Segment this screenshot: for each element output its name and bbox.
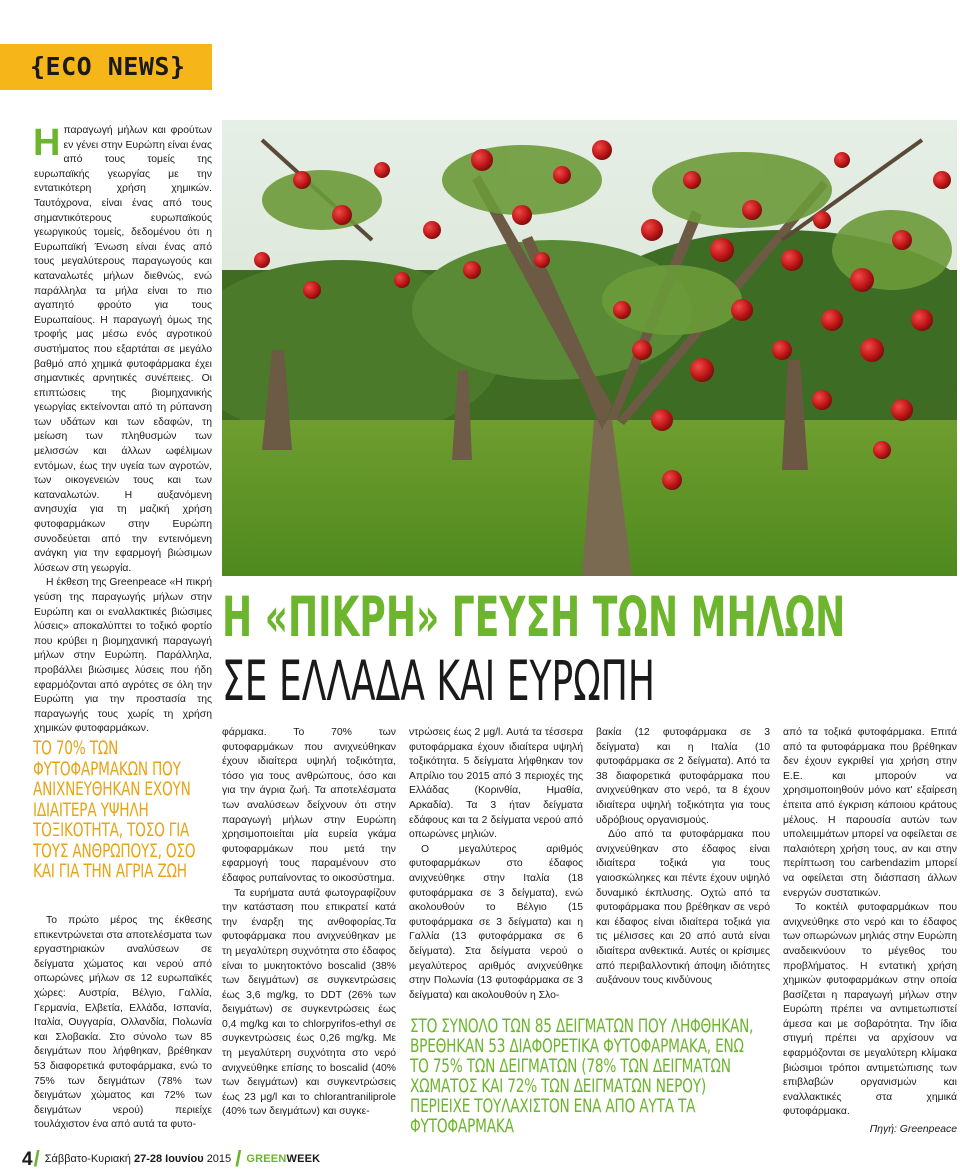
article-paragraph: Το πρώτο μέρος της έκθεσης επικεντρώνεται στα αποτελέσματα των εργαστηριακών αναλύσεων σε δείγματα χώματος και νερού από οπωρώνες μήλων σε 12 ευρωπαϊκές χώρες: Αυστρία, Βέλγιο, Γαλλία, Γερμανία, Ελβετία, Ελλάδα, Ισπανία, Ιταλία, Ουγγαρία, Ολλανδία, Πολωνία και Σλοβακία. Στο σύνολο των 85 δειγμάτων που λήφθηκαν, βρέθηκαν 53 διαφορετικά φυτοφάρμακα, ενώ το 75% των δειγμάτων (78% των δειγμάτων χώματος και 72% των δειγμάτων νερού) περιείχε τουλάχιστον ένα από αυτά τα φυτο- <box>34 915 212 1131</box>
article-column-3 <box>409 726 583 1003</box>
article-paragraph: Δύο από τα φυτοφάρμακα που ανιχνεύθηκαν στο έδαφος είναι ιδιαίτερα τοξικά για τους γαιοσκώληκες και πέντε έχουν υψηλό δυναμικό έκπλυσης. Οχτώ από τα φυτοφάρμακα που βρέθηκαν σε νερό και έδαφος είναι ιδιαίτερα τοξικά για τις μέλισσες και 20 από αυτά είναι ιδιαίτερα ανθεκτικά. Αυτές οι κρίσιμες από περιβαλλοντική άποψη ιδιότητες αυξάνουν τους κινδύνους <box>596 829 770 987</box>
apple-orchard-photo <box>222 120 957 576</box>
article-column-1 <box>34 124 212 737</box>
footer-date: 27-28 Ιουνίου <box>133 1153 204 1165</box>
footer-date-prefix: Σάββατο-Κυριακή <box>44 1153 131 1165</box>
article-paragraph-text: παραγωγή μήλων και φρούτων εν γένει στην Ευρώπη είναι ένας από τους τομείς της ευρωπαϊκής γεωργίας με την εντατικότερη χρήση χημικών. Ταυτόχρονα, είναι ένας από τους σημαντικότερους ευρωπαϊκούς γεωργικούς τομείς, δεδομένου ότι η Ευρωπαϊκή Ένωση είναι ένας από τους μεγαλύτερους παραγωγούς και καταναλωτές μήλων διεθνώς, ενώ παράλληλα τα μήλα είναι το πιο αγαπητό φρούτο για τους Ευρωπαίους. Η παραγωγή όμως της τροφής μας μέσω ενός αγροτικού συστήματος που εξαρτάται σε μεγάλο βαθμό από χημικά φυτοφάρμακα έχει σημαντικές αρνητικές συνέπειες. Οι επιπτώσεις της βιομηχανικής γεωργίας εκτείνονται από τη ρύπανση των υδάτων και των εδαφών, τη μείωση των πληθυσμών των μελισσών και άλλων ωφέλιμων εντόμων, έως την υγεία των αγροτών, των οικογενειών τους και των καταναλωτών. Η αυξανόμενη ανησυχία για τη μαζική χρήση φυτοφαρμάκων στην Ευρώπη συνοδεύεται από την εντεινόμενη ανάγκη για την εφαρμογή βιώσιμων λύσεων στη γεωργία. <box>34 125 212 574</box>
article-paragraph: βακία (12 φυτοφάρμακα σε 3 δείγματα) και η Ιταλία (10 φυτοφάρμακα σε 2 δείγματα). Από τα 38 διαφορετικά φυτοφάρμακα που ανιχνεύθηκαν στο νερό, τα 8 έχουν ιδιαίτερα υψηλή τοξικότητα για τους υδρόβιους οργανισμούς. <box>596 727 770 826</box>
article-column-2 <box>222 726 396 1120</box>
article-paragraph: από τα τοξικά φυτοφάρμακα. Επιτά από τα φυτοφάρμακα που βρέθηκαν δεν έχουν εγκριθεί για χρήση στην Ε.Ε. και μπορούν να χρησιμοποιηθούν μόνο κατ' εξαίρεση έπειτα από έγκριση κάποιου κράτους μέλους. Η παρουσία αυτών των υπολειμμάτων μπορεί να οφείλεται σε παλαιότερη χρήση τους, αν και στην περίπτωση του carbendazim μπορεί να οφείλεται στη διάσπαση άλλων ενεργών συστατικών. <box>783 727 957 899</box>
article-column-4 <box>596 726 770 989</box>
article-column-1-continued <box>34 914 212 1133</box>
footer-brand <box>246 1153 320 1165</box>
headline-line-1: Η «ΠΙΚΡΗ» ΓΕΥΣΗ ΤΩΝ ΜΗΛΩΝ <box>222 585 846 649</box>
article-paragraph: Η έκθεση της Greenpeace «Η πικρή γεύση της παραγωγής μήλων στην Ευρώπη και οι εναλλακτικές βιώσιμες λύσεις» αποκαλύπτει το τοξικό φορτίο που κρύβει η βιομηχανική παραγωγή μήλων στην Ευρώπη. Παράλληλα, προβάλλει βιώσιμες λύσεις που ήδη εφαρμόζονται από αγρότες σε όλη την Ευρώπη για την προστασία της παραγωγής τους χωρίς τη χρήση χημικών φυτοφαρμάκων. <box>34 577 212 735</box>
section-tag: {ECO NEWS} <box>0 44 212 90</box>
article-column-5 <box>783 726 957 1138</box>
page-footer <box>22 1148 320 1170</box>
pull-quote-middle: ΣΤΟ ΣΥΝΟΛΟ ΤΩΝ 85 ΔΕΙΓΜΑΤΩΝ ΠΟΥ ΛΗΦΘΗΚΑΝ, ΒΡΕΘΗΚΑΝ 53 ΔΙΑΦΟΡΕΤΙΚΑ ΦΥΤΟΦΑΡΜΑΚΑ, ΕΝΩ ΤΟ 75% ΤΩΝ ΔΕΙΓΜΑΤΩΝ (78% ΤΩΝ ΔΕΙΓΜΑΤΩΝ ΧΩΜΑΤΟΣ ΚΑΙ 72% ΤΩΝ ΔΕΙΓΜΑΤΩΝ ΝΕΡΟΥ) ΠΕΡΙΕΙΧΕ ΤΟΥΛΑΧΙΣΤΟΝ ΕΝΑ ΑΠΟ ΑΥΤΑ ΤΑ ΦΥΤΟΦΑΡΜΑΚΑ <box>410 1015 754 1137</box>
article-paragraph: Τα ευρήματα αυτά φωτογραφίζουν την κατάσταση που επικρατεί κατά την έναρξη της ανθοφορίας.Τα φυτοφάρμακα που ανιχνεύθηκαν με τη μεγαλύτερη συχνότητα στο έδαφος είναι το μυκητοκτόνο boscalid (38% των δειγμάτων) σε συγκεντρώσεις έως 3,6 mg/kg, το DDT (26% των δειγμάτων) σε συγκεντρώσεις έως 0,4 mg/kg και το chlorpyrifos-ethyl σε συγκεντρώσεις έως 0,26 mg/kg. Με τη μεγαλύτερη συχνότητα στο νερό ανιχνεύθηκε επίσης το boscalid (40% των δειγμάτων) και συγκεντρώσεις έως 23 μg/l και το chlorantraniliprole (40% των δειγμάτων) και συγκε- <box>222 887 396 1118</box>
brand-green: GREEN <box>246 1153 287 1165</box>
article-paragraph: ντρώσεις έως 2 μg/l. Αυτά τα τέσσερα φυτοφάρμακα έχουν ιδιαίτερα υψηλή τοξικότητα. 5 δείγματα λήφθηκαν τον Απρίλιο του 2015 από 3 περιοχές της Ελλάδας (Κορινθία, Ημαθία, Αρκαδία). Τα 3 ήταν δείγματα εδάφους και τα 2 δείγματα νερού από οπωρώνες μηλιών. <box>409 727 583 841</box>
page-number: 4 <box>22 1149 33 1170</box>
pull-quote-left: ΤΟ 70% ΤΩΝ ΦΥΤΟΦΑΡΜΑΚΩΝ ΠΟΥ ΑΝΙΧΝΕΥΘΗΚΑΝ ΕΧΟΥΝ ΙΔΙΑΙΤΕΡΑ ΥΨΗΛΗ ΤΟΞΙΚΟΤΗΤΑ, ΤΟΣΟ ΓΙΑ ΤΟΥΣ ΑΝΘΡΩΠΟΥΣ, ΟΣΟ ΚΑΙ ΓΙΑ ΤΗΝ ΑΓΡΙΑ ΖΩΗ <box>33 737 196 882</box>
article-paragraph: Το κοκτέιλ φυτοφαρμάκων που ανιχνεύθηκε στο νερό και το έδαφος των οπωρώνων μηλιάς στην Ευρώπη αναδεικνύουν το μέγεθος του προβλήματος. Η εντατική χρήση χημικών φυτοφαρμάκων στην οποία βασίζεται η παραγωγή μήλων στην Ευρώπη πρέπει να αντιμετωπιστεί άμεσα και με σοβαρότητα. Την ίδια στιγμή πρέπει να αρχίσουν να εφαρμόζονται σε μεγαλύτερη κλίμακα βιώσιμοι τρόποι αντιμετώπισης των επιβλαβών οργανισμών και εναλλακτικές στα χημικά φυτοφάρμακα. <box>783 902 957 1118</box>
brand-rest: WEEK <box>286 1153 321 1165</box>
headline-line-2: ΣΕ ΕΛΛΑΔΑ ΚΑΙ ΕΥΡΩΠΗ <box>222 649 655 713</box>
source-credit: Πηγή: Greenpeace <box>869 1124 957 1136</box>
footer-slash: / <box>33 1146 40 1171</box>
article-paragraph: φάρμακα. Το 70% των φυτοφαρμάκων που ανιχνεύθηκαν έχουν ιδιαίτερα υψηλή τοξικότητα, τόσο για τους ανθρώπους, όσο και για την άγρια ζωή. Τα αποτελέσματα των αναλύσεων δείχνουν ότι στην παραγωγή μήλων στην Ευρώπη χρησιμοποιείται μία ευρεία γκάμα φυτοφαρμάκων που μετά την εφαρμογή τους παραμένουν στο έδαφος ρυπαίνοντας το οικοσύστημα. <box>222 727 396 884</box>
article-paragraph <box>34 124 212 576</box>
drop-cap: Η <box>33 122 61 164</box>
footer-year: 2015 <box>206 1153 232 1165</box>
article-paragraph: Ο μεγαλύτερος αριθμός φυτοφαρμάκων στο έδαφος ανιχνεύθηκε στην Ιταλία (18 φυτοφάρμακα σε 3 δείγματα), ενώ ακολουθούν το Βέλγιο (15 φυτοφάρμακα σε 3 δείγματα) και η Γαλλία (13 φυτοφάρμακα σε 6 δείγματα). Στα δείγματα νερού ο μεγαλύτερος αριθμός ανιχνεύθηκε στην Πολωνία (13 φυτοφάρμακα σε 3 δείγματα) και ακολουθούν η Σλο- <box>409 843 583 1001</box>
footer-slash-2: / <box>235 1146 242 1171</box>
